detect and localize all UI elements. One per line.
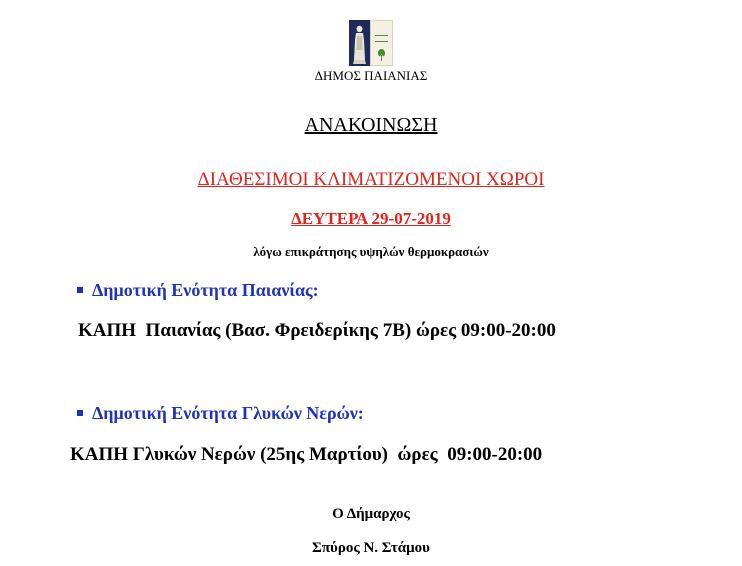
statue-icon [349, 20, 370, 66]
logo-statue-panel [349, 20, 370, 66]
leaf-icon [371, 21, 392, 65]
section-heading-label: Δημοτική Ενότητα Παιανίας: [92, 280, 319, 300]
announcement-title: ΑΝΑΚΟΙΝΩΣΗ [304, 114, 438, 136]
section-heading-paiania [77, 280, 319, 301]
signature-role: Ο Δήμαρχος [332, 506, 410, 522]
headline: ΔΙΑΘΕΣΙΜΟΙ ΚΛΙΜΑΤΙΖΟΜΕΝΟΙ ΧΩΡΟΙ [197, 169, 545, 190]
section-heading-label: Δημοτική Ενότητα Γλυκών Νερών: [92, 403, 364, 423]
notice-reason: λόγω επικράτησης υψηλών θερμοκρασιών [253, 244, 489, 259]
signature-name: Σπύρος Ν. Στάμου [312, 540, 430, 556]
municipality-logo [349, 20, 393, 66]
notice-date: ΔΕΥΤΕΡΑ 29-07-2019 [291, 209, 451, 228]
logo-text-panel [370, 20, 393, 66]
section-heading-glyka-nera [77, 403, 364, 424]
location-paiania: ΚΑΠΗ Παιανίας (Βασ. Φρειδερίκης 7Β) ώρες 09:00-20:00 [78, 320, 556, 341]
square-bullet-icon [77, 410, 83, 416]
square-bullet-icon [77, 287, 83, 293]
location-glyka-nera: ΚΑΠΗ Γλυκών Νερών (25ης Μαρτίου) ώρες 09:00-20:00 [70, 444, 543, 465]
municipality-name: ΔΗΜΟΣ ΠΑΙΑΝΙΑΣ [314, 68, 428, 83]
